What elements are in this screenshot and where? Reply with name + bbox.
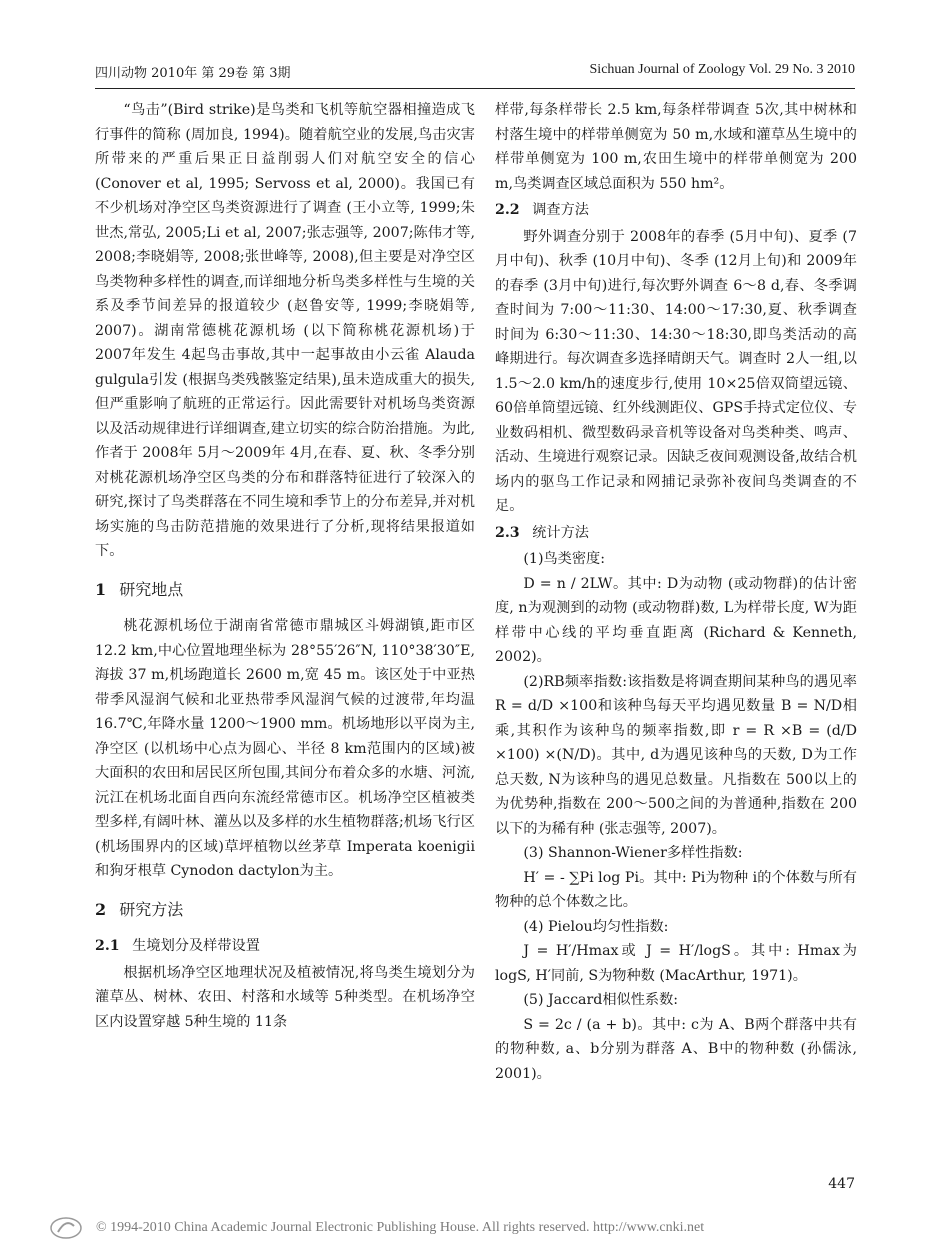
- subsection-2-2-text: 野外调查分别于 2008年的春季 (5月中旬)、夏季 (7月中旬)、秋季 (10月中旬)、冬季 (12月上旬)和 2009年的春季 (3月中旬)进行,每次野外调查 6～8 d,春、冬季调查时间为 7:00～11:30、14:00～17:30,夏、秋季调查时间为 6:30～11:30、14:30～18:30,即鸟类活动的高峰期进行。每次调查多选择晴朗天气。调查时 2人一组,以 1.5～2.0 km/h的速度步行,使用 10×25倍双筒望远镜、60倍单筒望远镜、红外线测距仪、GPS手持式定位仪、专业数码相机、微型数码录音机等设备对鸟类种类、鸣声、活动、生境进行观察记录。因缺乏夜间观测设备,故结合机场内的驱鸟工作记录和网捕记录弥补夜间鸟类调查的不足。: [495, 228, 857, 514]
- subsection-2-2-title: 调查方法: [532, 202, 589, 218]
- method-5-text: S = 2c / (a + b)。其中: c为 A、B两个群落中共有的物种数, a、b分别为群落 A、B中的物种数 (孙儒泳, 2001)。: [495, 1016, 857, 1082]
- section-1-text: 桃花源机场位于湖南省常德市鼎城区斗姆湖镇,距市区 12.2 km,中心位置地理坐标为 28°55′26″N, 110°38′30″E,海拔 37 m,机场跑道长 2600 m,宽 45 m。该区处于中亚热带季风湿润气候和北亚热带季风湿润气候的过渡带,年均温 16.7℃,年降水量 1200～1900 mm。机场地形以平岗为主,净空区 (以机场中心点为圆心、半径 8 km范围内的区域)被大面积的农田和居民区所包围,其间分布着众多的水塘、河流,沅江在机场北面自西向东流经常德市区。机场净空区植被类型多样,有阔叶林、灌丛以及多样的水生植物群落;机场飞行区 (机场围界内的区域)草坪植物以丝茅草 Imperata koenigii和狗牙根草 Cynodon dactylon为主。: [95, 618, 475, 879]
- copyright-text: © 1994-2010 China Academic Journal Electronic Publishing House. All rights reserved. http://www.cnki.net: [96, 1220, 705, 1235]
- publisher-logo-icon: [48, 1214, 84, 1242]
- header-journal-en: Sichuan Journal of Zoology Vol. 29 No. 3 2010: [589, 62, 855, 77]
- method-1-title: (1)鸟类密度:: [523, 551, 606, 567]
- running-header: [95, 62, 855, 84]
- header-journal-cn: 四川动物 2010年 第 29卷 第 3期: [95, 66, 291, 81]
- method-4-title: (4) Pielou均匀性指数:: [523, 918, 669, 935]
- method-3-title: (3) Shannon-Wiener多样性指数:: [523, 845, 743, 861]
- method-3-text: H′ = - ∑Pi log Pi。其中: Pi为物种 i的个体数与所有物种的总个体数之比。: [495, 869, 857, 910]
- left-column: [95, 98, 475, 1034]
- right-column: [495, 98, 857, 1086]
- page-number: 447: [828, 1176, 855, 1192]
- subsection-2-3-heading: [495, 521, 857, 546]
- continued-paragraph: 样带,每条样带长 2.5 km,每条样带调查 5次,其中树林和村落生境中的样带单侧宽为 50 m,水域和灌草丛生境中的样带单侧宽为 100 m,农田生境中的样带单侧宽为 200 m,鸟类调查区域总面积为 550 hm²。: [495, 102, 857, 192]
- header-rule: [95, 88, 855, 89]
- copyright-footer: [48, 1214, 908, 1244]
- method-5-title: (5) Jaccard相似性系数:: [523, 992, 679, 1008]
- section-2-number: 2: [95, 899, 107, 919]
- subsection-2-2-heading: [495, 198, 857, 223]
- subsection-2-3-number: 2.3: [495, 524, 520, 541]
- subsection-2-3-title: 统计方法: [532, 524, 589, 541]
- subsection-2-1-number: 2.1: [95, 938, 120, 954]
- intro-paragraph: “鸟击”(Bird strike)是鸟类和飞机等航空器相撞造成飞行事件的简称 (周加良, 1994)。随着航空业的发展,鸟击灾害所带来的严重后果正日益削弱人们对航空安全的信心 (Conover et al, 1995; Servoss et al, 2000)。我国已有不少机场对净空区鸟类资源进行了调查 (王小立等, 1999;朱世杰,常弘, 2005;Li et al, 2007;张志强等, 2007;陈伟才等, 2008;李晓娟等, 2008;张世峰等, 2008),但主要是对净空区鸟类物种多样性的调查,而详细地分析鸟类多样性与生境的关系及季节间差异的报道较少 (赵鲁安等, 1999;李晓娟等, 2007)。湖南常德桃花源机场 (以下简称桃花源机场)于 2007年发生 4起鸟击事故,其中一起事故由小云雀 Alauda gulgula引发 (根据鸟类残骸鉴定结果),虽未造成重大的损失,但严重影响了航班的正常运行。因此需要针对机场鸟类资源以及活动规律进行详细调查,建立切实的综合防治措施。为此,作者于 2008年 5月～2009年 4月,在春、夏、秋、冬季分别对桃花源机场净空区鸟类的分布和群落特征进行了较深入的研究,探讨了鸟类群落在不同生境和季节上的分布差异,并对机场实施的鸟击防范措施的效果进行了分析,现将结果报道如下。: [95, 102, 475, 559]
- subsection-2-1-title: 生境划分及样带设置: [132, 938, 260, 954]
- section-1-number: 1: [95, 579, 107, 599]
- method-4-text: J = H′/Hmax或 J = H′/logS。其中: Hmax为 logS, H′同前, S为物种数 (MacArthur, 1971)。: [495, 943, 857, 984]
- section-2-heading: [95, 898, 475, 923]
- subsection-2-2-number: 2.2: [495, 202, 520, 218]
- subsection-2-1-text: 根据机场净空区地理状况及植被情况,将鸟类生境划分为灌草丛、树林、农田、村落和水域等 5种类型。在机场净空区内设置穿越 5种生境的 11条: [95, 964, 475, 1030]
- method-1-text: D = n / 2LW。其中: D为动物 (或动物群)的估计密度, n为观测到的动物 (或动物群)数, L为样带长度, W为距样带中心线的平均垂直距离 (Richard & Kenneth, 2002)。: [495, 575, 857, 665]
- section-1-title: 研究地点: [119, 579, 184, 599]
- section-2-title: 研究方法: [119, 899, 184, 919]
- section-1-heading: [95, 578, 475, 603]
- subsection-2-1-heading: [95, 934, 475, 959]
- method-2-text: (2)RB频率指数:该指数是将调查期间某种鸟的遇见率 R = d/D ×100和该种鸟每天平均遇见数量 B = N/D相乘,其积作为该种鸟的频率指数,即 r = R ×B = (d/D ×100) ×(N/D)。其中, d为遇见该种鸟的天数, D为工作总天数, N为该种鸟的遇见总数量。凡指数在 500以上的为优势种,指数在 200～500之间的为普通种,指数在 200以下的为稀有种 (张志强等, 2007)。: [495, 673, 857, 837]
